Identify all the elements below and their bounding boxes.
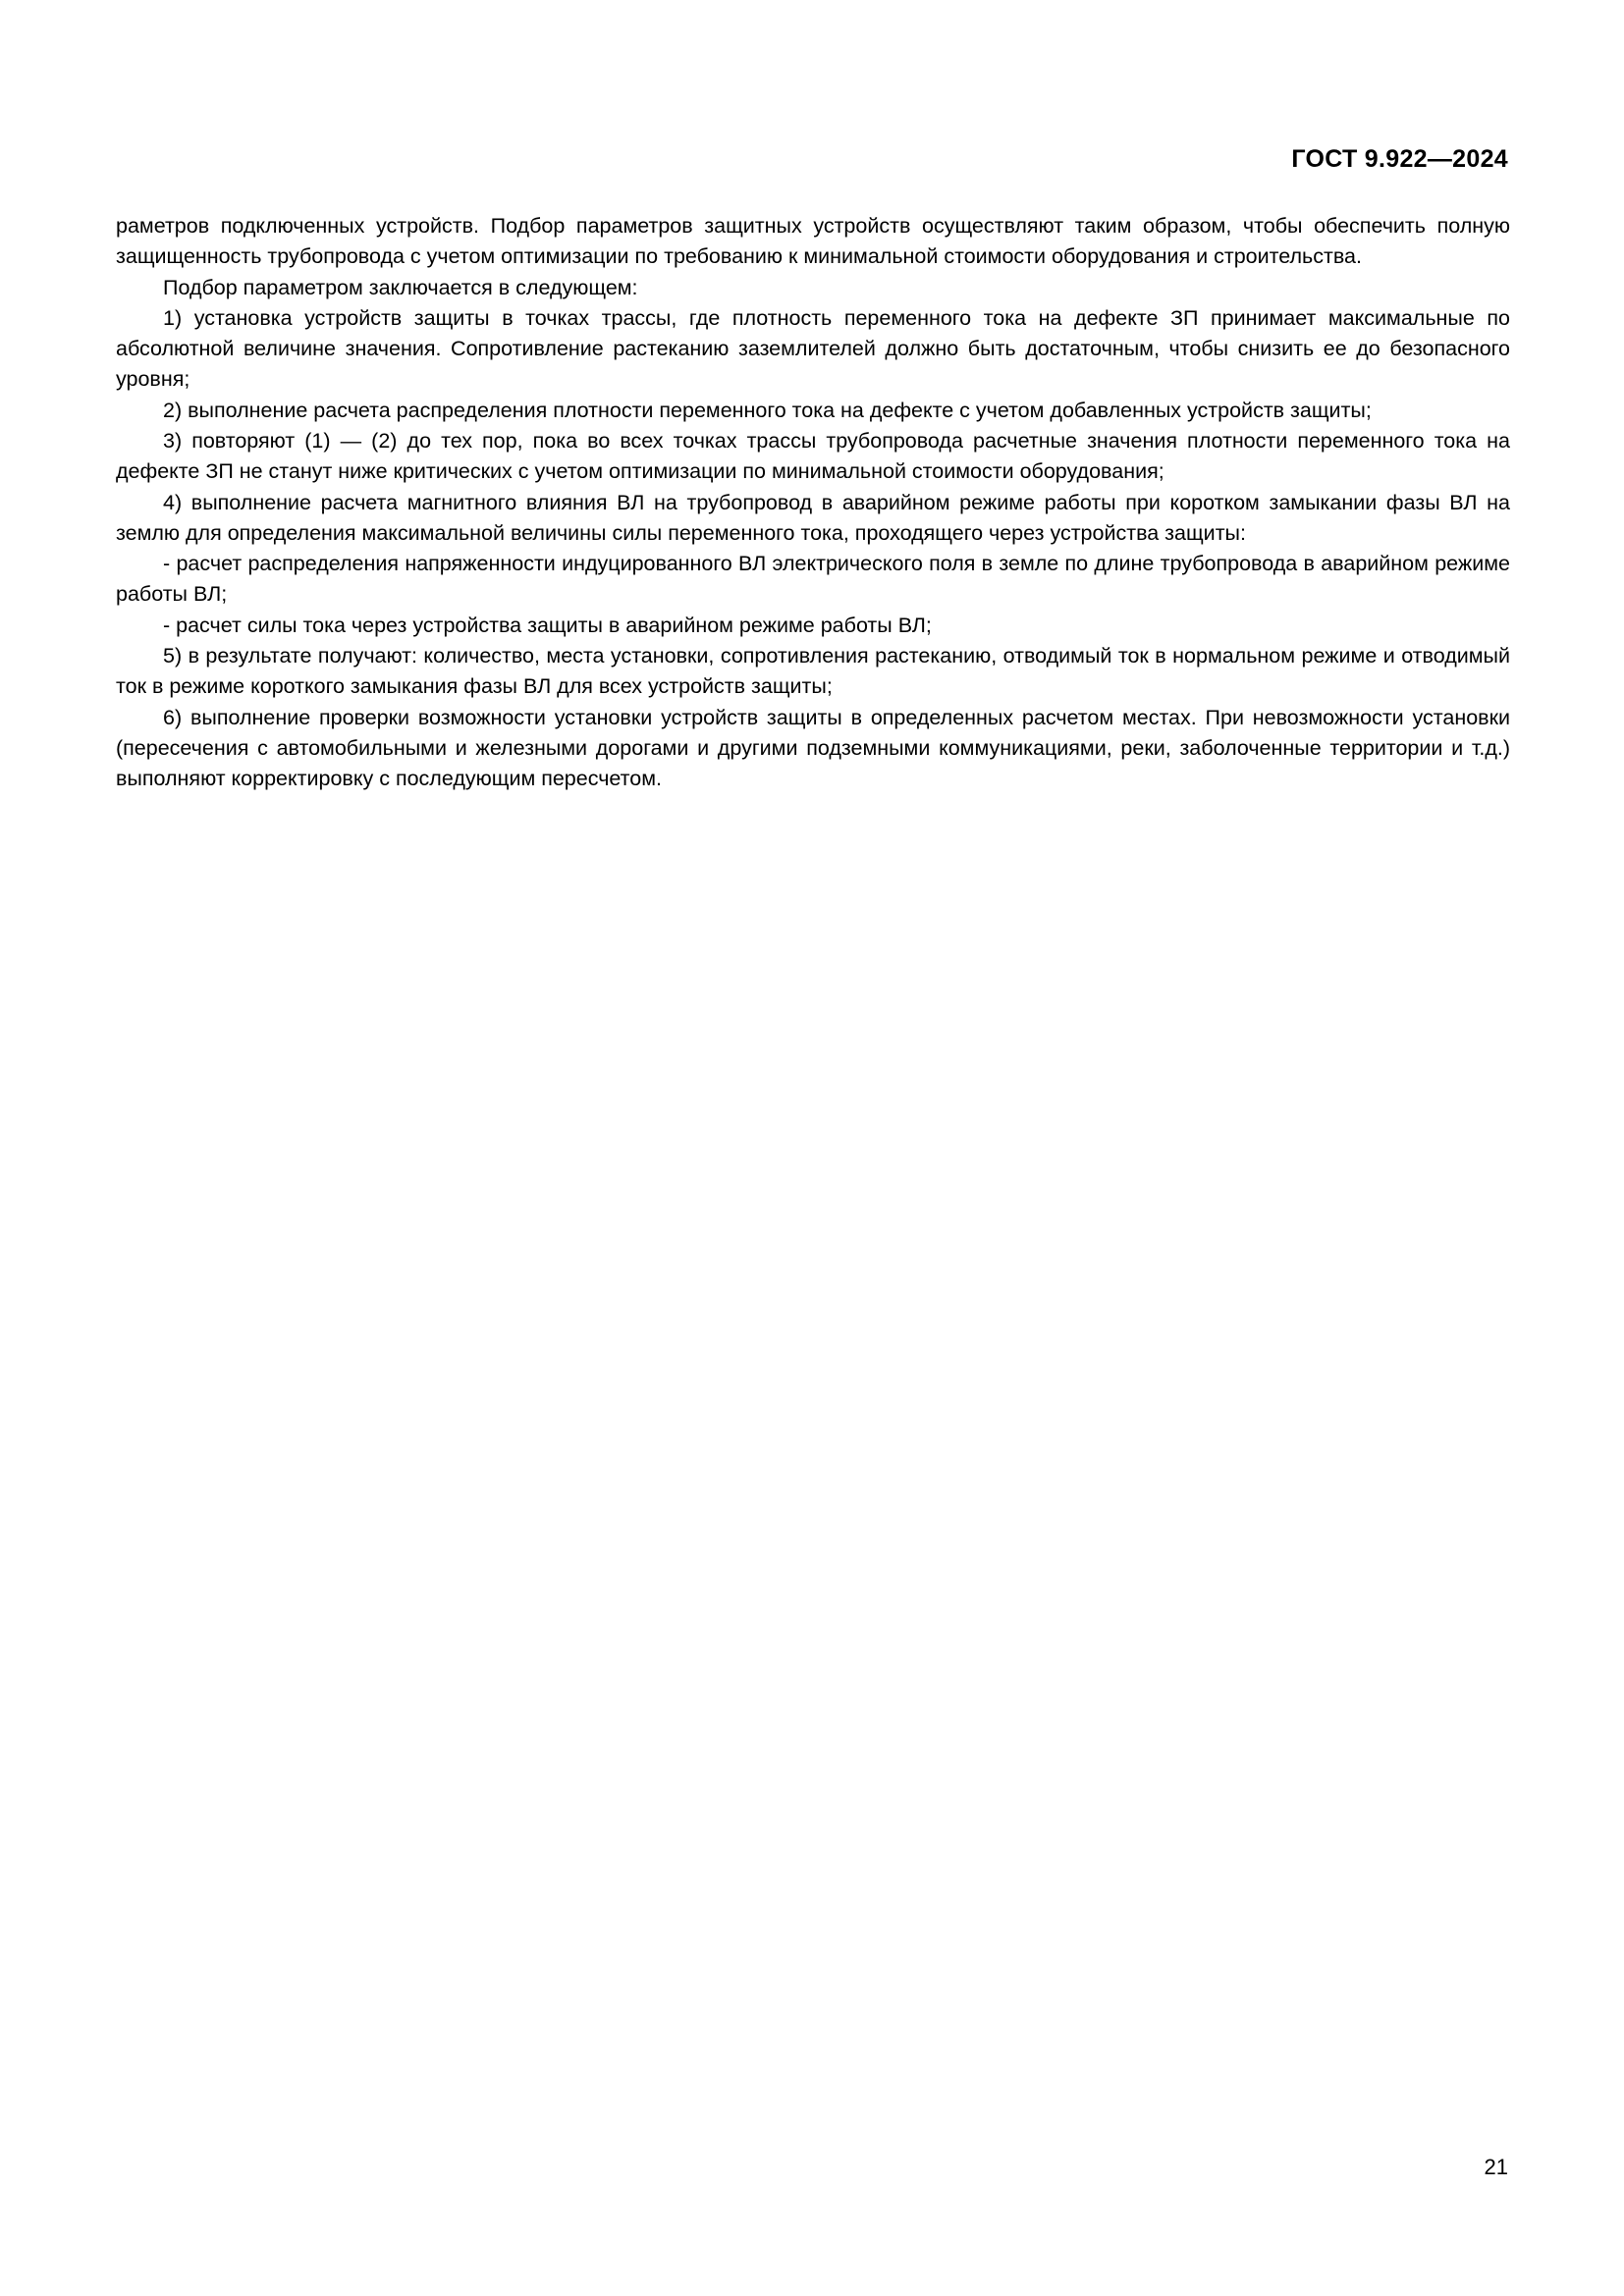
list-item-3: 3) повторяют (1) — (2) до тех пор, пока во всех точках трассы трубопровода расчетные значения плотности переменного тока на дефекте ЗП не станут ниже критических с учетом оптимизации по минимальной стоимости оборудования; <box>116 428 1510 484</box>
list-item-4-sub-2: - расчет силы тока через устройства защиты в аварийном режиме работы ВЛ; <box>163 613 932 637</box>
list-item-2: 2) выполнение расчета распределения плотности переменного тока на дефекте с учетом добавленных устройств защиты; <box>163 398 1372 422</box>
list-item-4: 4) выполнение расчета магнитного влияния ВЛ на трубопровод в аварийном режиме работы при коротком замыкании фазы ВЛ на землю для определения максимальной величины силы переменного тока, проходящего через устройства защиты: <box>116 490 1510 545</box>
page-number: 21 <box>1484 2155 1508 2179</box>
list-item-6: 6) выполнение проверки возможности установки устройств защиты в определенных расчетом местах. При невозможности установки (пересечения с автомобильными и железными дорогами и другими подземными коммуникациями, реки, заболоченные территории и т.д.) выполняют корректировку с последующим пересчетом. <box>116 705 1510 791</box>
list-item-5: 5) в результате получают: количество, места установки, сопротивления растеканию, отводимый ток в нормальном режиме и отводимый ток в режиме короткого замыкания фазы ВЛ для всех устройств защиты; <box>116 643 1510 699</box>
page-body-text <box>116 211 1510 794</box>
paragraph-continuation: раметров подключенных устройств. Подбор параметров защитных устройств осуществляют таким образом, чтобы обеспечить полную защищенность трубопровода с учетом оптимизации по требованию к минимальной стоимости оборудования и строительства. <box>116 214 1510 269</box>
page-header-standard-number: ГОСТ 9.922—2024 <box>1291 145 1508 173</box>
list-item-1: 1) установка устройств защиты в точках трассы, где плотность переменного тока на дефекте ЗП принимает максимальные по абсолютной величине значения. Сопротивление растеканию заземлителей должно быть достаточным, чтобы снизить ее до безопасного уровня; <box>116 305 1510 392</box>
paragraph-intro-list: Подбор параметром заключается в следующем: <box>163 275 638 299</box>
list-item-4-sub-1: - расчет распределения напряженности индуцированного ВЛ электрического поля в земле по длине трубопровода в аварийном режиме работы ВЛ; <box>116 552 1510 607</box>
